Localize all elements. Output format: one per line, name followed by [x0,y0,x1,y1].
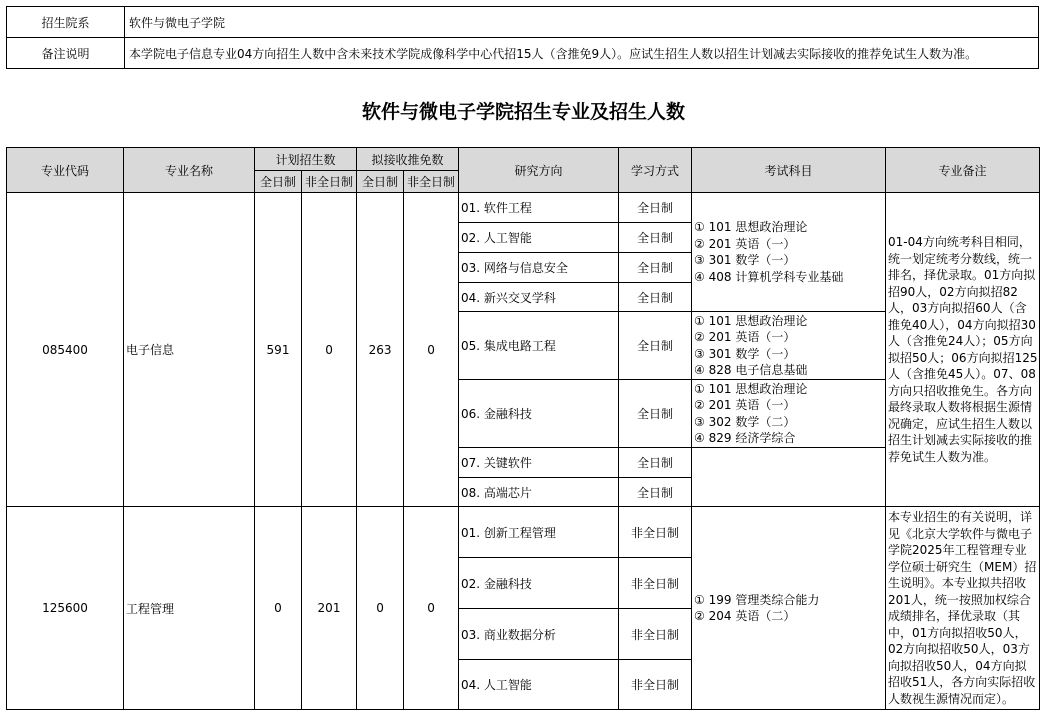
exam-subjects [692,193,886,312]
direction-mode: 全日制 [619,223,692,253]
program-name: 工程管理 [124,507,255,710]
direction-mode: 全日制 [619,380,692,448]
direction-name: 01. 创新工程管理 [459,507,619,558]
direction-mode: 全日制 [619,253,692,283]
direction-mode: 全日制 [619,448,692,478]
exam-empty [692,448,886,507]
direction-name: 07. 关键软件 [459,448,619,478]
table-row [7,193,1040,223]
page-title: 软件与微电子学院招生专业及招生人数 [361,101,685,123]
header-direction: 研究方向 [459,148,619,193]
header-plan-part: 非全日制 [302,171,357,193]
dept-label: 招生院系 [7,7,125,38]
direction-name: 03. 网络与信息安全 [459,253,619,283]
exam-line: ③ 301 数学（一） [694,253,796,267]
enrollment-table [6,147,1040,710]
direction-mode: 全日制 [619,283,692,312]
direction-name: 04. 人工智能 [459,660,619,710]
exam-line: ③ 302 数学（二） [694,414,796,429]
exam-subjects [692,312,886,380]
program-remark: 本专业招生的有关说明，详见《北京大学软件与微电子学院2025年工程管理专业学位硕士研究生（MEM）招生说明》。本专业拟共招收201人，统一按照加权综合成绩排名，择优录取（其中，01方向拟招收50人，02方向拟招收50人，03方向拟招收50人，04方向拟招收51人，各方向实际招收人数视生源情况而定）。 [886,507,1040,710]
plan-part: 201 [302,507,357,710]
exam-line: ② 204 英语（二） [694,609,796,623]
dept-value: 软件与微电子学院 [125,7,1039,38]
header-plan: 计划招生数 [255,148,357,171]
direction-name: 02. 人工智能 [459,223,619,253]
header-name: 专业名称 [124,148,255,193]
header-rec-full: 全日制 [357,171,404,193]
header-rec-part: 非全日制 [404,171,459,193]
direction-name: 08. 高端芯片 [459,478,619,507]
direction-mode: 非全日制 [619,660,692,710]
header-mode: 学习方式 [619,148,692,193]
direction-mode: 非全日制 [619,507,692,558]
plan-full: 0 [255,507,302,710]
rec-part: 0 [404,507,459,710]
exam-subjects [692,380,886,448]
direction-name: 02. 金融科技 [459,558,619,609]
header-plan-full: 全日制 [255,171,302,193]
note-value: 本学院电子信息专业04方向招生人数中含未来技术学院成像科学中心代招15人（含推免9人）。应试生招生人数以招生计划减去实际接收的推荐免试生人数为准。 [125,38,1039,69]
direction-name: 05. 集成电路工程 [459,312,619,380]
exam-line: ④ 829 经济学综合 [694,431,796,445]
direction-name: 03. 商业数据分析 [459,609,619,660]
plan-part: 0 [302,193,357,507]
program-code: 085400 [7,193,124,507]
dept-row [7,7,1039,38]
note-row [7,38,1039,69]
exam-line: ② 201 英语（一） [694,330,796,344]
exam-line: ④ 408 计算机学科专业基础 [694,269,844,284]
plan-full: 591 [255,193,302,507]
direction-name: 01. 软件工程 [459,193,619,223]
header-remark: 专业备注 [886,148,1040,193]
program-remark: 01-04方向统考科目相同，统一划定统考分数线，统一排名，择优录取。01方向拟招90人，02方向拟招82人，03方向拟招60人（含推免40人），04方向拟招30人（含推免24人）；05方向拟招50人；06方向拟招125人（含推免45人）。07、08方向只招收推免生。各方向最终录取人数将根据生源情况确定，应试生招生人数以招生计划减去实际接收的推荐免试生人数为准。 [886,193,1040,507]
exam-line: ② 201 英语（一） [694,398,796,412]
program-code: 125600 [7,507,124,710]
rec-full: 263 [357,193,404,507]
header-recommend: 拟接收推免数 [357,148,459,171]
direction-name: 06. 金融科技 [459,380,619,448]
header-code: 专业代码 [7,148,124,193]
note-label: 备注说明 [7,38,125,69]
exam-subjects [692,507,886,710]
rec-full: 0 [357,507,404,710]
direction-mode: 全日制 [619,478,692,507]
exam-line: ④ 828 电子信息基础 [694,363,808,377]
exam-line: ② 201 英语（一） [694,236,796,251]
rec-part: 0 [404,193,459,507]
info-table [6,6,1039,69]
direction-mode: 全日制 [619,193,692,223]
exam-line: ① 101 思想政治理论 [694,381,808,396]
direction-mode: 非全日制 [619,558,692,609]
exam-line: ① 101 思想政治理论 [694,220,808,234]
table-row [7,507,1040,558]
exam-line: ① 199 管理类综合能力 [694,592,820,607]
direction-name: 04. 新兴交叉学科 [459,283,619,312]
header-row-1 [7,148,1040,171]
exam-line: ① 101 思想政治理论 [694,313,808,328]
direction-mode: 非全日制 [619,609,692,660]
program-name: 电子信息 [124,193,255,507]
header-exam: 考试科目 [692,148,886,193]
exam-line: ③ 301 数学（一） [694,346,796,361]
direction-mode: 全日制 [619,312,692,380]
